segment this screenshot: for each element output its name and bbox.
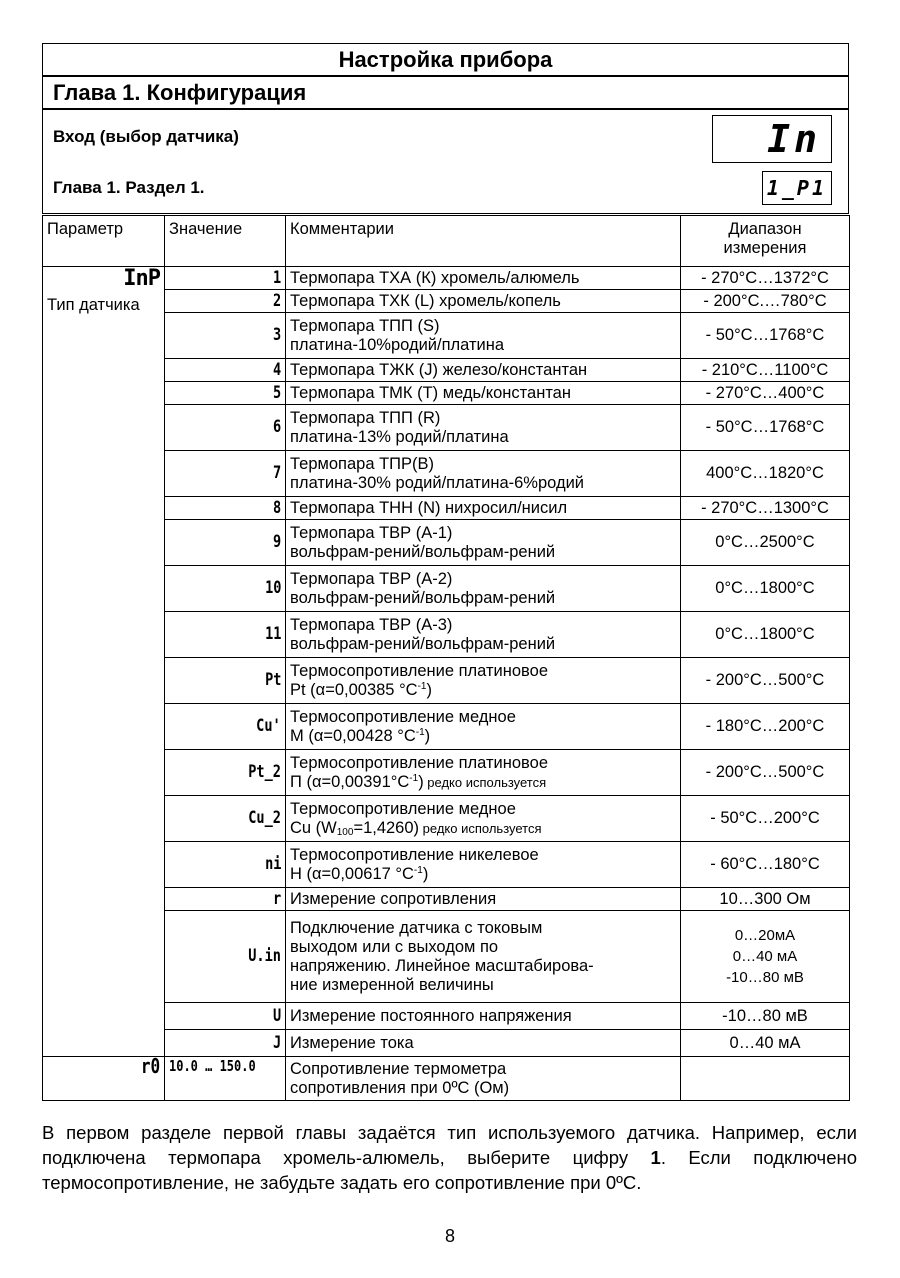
table-row — [43, 290, 850, 313]
value-cell — [165, 1030, 286, 1057]
section-header — [42, 109, 849, 214]
value-code: 7 — [272, 463, 281, 483]
range-text: 400°С…1820°С — [706, 464, 824, 482]
param-label: Тип датчика — [47, 296, 140, 314]
header-param: Параметр — [43, 216, 165, 267]
comment-cell — [286, 658, 681, 704]
table-row — [43, 658, 850, 704]
comment-text: Термосопротивление платиновое — [290, 661, 548, 680]
table-row — [43, 497, 850, 520]
comment-cell — [286, 359, 681, 382]
comment-line — [290, 819, 676, 838]
comment-text: Cu (W — [290, 818, 337, 837]
value-code: Pt — [264, 670, 281, 690]
comment-text: =1,4260) — [353, 818, 420, 837]
param-code-r0: r0 — [140, 1054, 160, 1078]
value-cell — [165, 612, 286, 658]
range-cell — [681, 842, 850, 888]
value-code: 5 — [272, 382, 281, 403]
comment-text: Термосопротивление платиновое — [290, 753, 548, 772]
comment-text: Термопара ТНН (N) нихросил/нисил — [290, 498, 568, 517]
table-row — [43, 888, 850, 911]
range-text: - 200°С…500°С — [705, 671, 825, 689]
value-code: 10 — [264, 578, 281, 598]
value-code: Cu_2 — [248, 808, 281, 828]
comment-cell — [286, 842, 681, 888]
range-cell — [681, 313, 850, 359]
footer-paragraph — [42, 1120, 857, 1195]
table-row — [43, 566, 850, 612]
range-text: 0°С…1800°С — [715, 625, 815, 643]
value-code: 6 — [272, 417, 281, 437]
range-text: - 270°С…400°С — [705, 383, 825, 402]
comment-text: Термопара ТПР(В) — [290, 454, 435, 473]
range-cell — [681, 359, 850, 382]
header-comment: Комментарии — [286, 216, 681, 267]
comment-text: М (α=0,00428 °С — [290, 726, 416, 745]
value-code: Cu' — [256, 716, 281, 736]
footer-text-2: . Если подключено термосопротивление, не забудьте задать его сопротивление при 0ºС. — [42, 1147, 857, 1193]
table-row — [43, 520, 850, 566]
value-cell — [165, 405, 286, 451]
comment-text: сопротивления при 0ºС (Ом) — [290, 1078, 510, 1097]
comment-cell — [286, 704, 681, 750]
comment-text: редко используется — [419, 820, 542, 836]
comment-cell — [286, 888, 681, 911]
range-text: - 210°С…1100°С — [701, 360, 829, 379]
comment-cell — [286, 566, 681, 612]
comment-cell — [286, 1030, 681, 1057]
comment-text: Термопара ТЖК (J) железо/константан — [290, 360, 588, 379]
comment-text: платина-13% родий/платина — [290, 427, 509, 446]
display-main: In — [712, 115, 832, 163]
value-code: 11 — [264, 624, 281, 644]
range-text: -10…80 мВ — [726, 969, 804, 986]
comment-text: Термосопротивление никелевое — [290, 845, 539, 864]
table-row-r0 — [43, 1057, 850, 1101]
value-code: U.in — [248, 946, 281, 966]
table-row — [43, 842, 850, 888]
value-cell — [165, 796, 286, 842]
comment-cell — [286, 612, 681, 658]
range-text: 0°С…2500°С — [715, 533, 815, 551]
range-text: - 50°С…200°С — [710, 809, 820, 827]
table-row — [43, 704, 850, 750]
range-cell — [681, 796, 850, 842]
comment-cell — [286, 1057, 681, 1101]
param-code-r0-cell — [43, 1054, 165, 1101]
comment-line — [290, 681, 676, 700]
range-cell — [681, 497, 850, 520]
comment-text: Термопара ТХК (L) хромель/копель — [290, 291, 561, 310]
table-row — [43, 796, 850, 842]
value-code: 9 — [272, 532, 281, 552]
value-cell — [165, 497, 286, 520]
value-cell — [165, 566, 286, 612]
table-row — [43, 451, 850, 497]
comment-text: Подключение датчика с токовым — [290, 918, 543, 937]
range-cell — [681, 1030, 850, 1057]
comment-line — [290, 865, 676, 884]
comment-text: вольфрам-рений/вольфрам-рений — [290, 634, 556, 653]
comment-text: ) — [424, 726, 431, 745]
comment-cell — [286, 405, 681, 451]
chapter-title: Глава 1. Конфигурация — [42, 76, 849, 109]
comment-cell — [286, 290, 681, 313]
value-code: r — [272, 888, 281, 909]
range-text: - 50°С…1768°С — [705, 326, 825, 344]
range-cell — [681, 612, 850, 658]
range-text: - 200°С…500°С — [705, 763, 825, 781]
value-cell — [165, 658, 286, 704]
page-title: Настройка прибора — [42, 43, 849, 76]
value-code: J — [272, 1032, 281, 1053]
value-cell — [165, 911, 286, 1003]
comment-text: -1 — [409, 772, 419, 784]
comment-cell — [286, 750, 681, 796]
range-cell — [681, 451, 850, 497]
range-text: 10…300 Ом — [719, 889, 811, 908]
comment-cell — [286, 313, 681, 359]
range-text: -10…80 мВ — [722, 1006, 808, 1025]
value-cell — [165, 290, 286, 313]
value-cell — [165, 382, 286, 405]
range-text: 0…20мА — [734, 927, 796, 944]
section-sublabel: Глава 1. Раздел 1. — [53, 178, 205, 197]
value-range-r0: 10.0 … 150.0 — [169, 1057, 256, 1075]
table-row — [43, 359, 850, 382]
param-code: InP — [123, 266, 160, 291]
range-cell-empty — [681, 1057, 850, 1101]
comment-text: платина-30% родий/платина-6%родий — [290, 473, 585, 492]
value-code: 8 — [272, 497, 281, 518]
range-cell — [681, 405, 850, 451]
range-text: - 270°С…1372°С — [701, 268, 829, 287]
comment-text: Измерение постоянного напряжения — [290, 1006, 572, 1025]
comment-text: ) — [426, 680, 432, 699]
comment-text: редко используется — [423, 774, 547, 790]
value-cell — [165, 750, 286, 796]
comment-text: платина-10%родий/платина — [290, 335, 505, 354]
range-cell — [681, 658, 850, 704]
comment-text: ) — [422, 864, 429, 883]
value-cell — [165, 888, 286, 911]
value-code: ni — [264, 854, 281, 874]
comment-text: 100 — [336, 826, 354, 838]
comment-text: Термопара ТПП (R) — [290, 408, 441, 427]
value-cell — [165, 1003, 286, 1030]
comment-text: Сопротивление термометра — [290, 1059, 507, 1078]
comment-cell — [286, 451, 681, 497]
comment-text: П (α=0,00391°С — [290, 772, 410, 791]
footer-text-1: В первом разделе первой главы задаётся тип используемого датчика. Например, если подключена термопара хромель-алюмель, выберите цифру — [42, 1122, 857, 1168]
value-code: 1 — [272, 267, 281, 288]
value-cell — [165, 520, 286, 566]
value-cell — [165, 704, 286, 750]
value-code: 4 — [272, 359, 281, 380]
range-cell — [681, 750, 850, 796]
comment-text: -1 — [417, 680, 427, 692]
comment-text: Термопара ТМК (Т) медь/константан — [290, 383, 571, 402]
table-row — [43, 382, 850, 405]
table-row — [43, 267, 850, 290]
value-code: 2 — [272, 290, 281, 311]
comment-text: Термопара ТВР (А-2) — [290, 569, 453, 588]
range-text: 0…40 мА — [732, 948, 798, 965]
comment-line — [290, 727, 676, 746]
range-cell — [681, 888, 850, 911]
range-cell — [681, 382, 850, 405]
comment-text: напряжению. Линейное масштабирова- — [290, 956, 594, 975]
range-text: - 60°С…180°С — [710, 855, 820, 873]
comment-text: ние измеренной величины — [290, 975, 494, 994]
value-cell — [165, 267, 286, 290]
range-cell — [681, 1003, 850, 1030]
comment-text: Н (α=0,00617 °С — [290, 864, 414, 883]
value-cell — [165, 313, 286, 359]
table-row — [43, 612, 850, 658]
range-cell — [681, 290, 850, 313]
table-row — [43, 750, 850, 796]
range-cell — [681, 267, 850, 290]
section-label: Вход (выбор датчика) — [53, 127, 239, 146]
value-code: Pt_2 — [248, 762, 281, 782]
page-number: 8 — [444, 1226, 455, 1246]
comment-text: -1 — [415, 726, 425, 738]
value-cell — [165, 359, 286, 382]
value-cell — [165, 842, 286, 888]
range-text: - 270°С…1300°С — [701, 498, 829, 517]
comment-text: Термопара ТПП (S) — [290, 316, 440, 335]
comment-text: вольфрам-рений/вольфрам-рений — [290, 542, 556, 561]
comment-cell — [286, 1003, 681, 1030]
comment-cell — [286, 382, 681, 405]
value-code: U — [272, 1005, 281, 1026]
range-cell — [681, 566, 850, 612]
comment-cell — [286, 520, 681, 566]
comment-text: Термосопротивление медное — [290, 799, 516, 818]
comment-text: ) — [418, 772, 424, 791]
comment-cell — [286, 497, 681, 520]
param-cell — [43, 267, 165, 1057]
range-text: - 50°С…1768°С — [705, 418, 825, 436]
comment-text: Измерение тока — [290, 1033, 414, 1052]
header-value: Значение — [165, 216, 286, 267]
table-row — [43, 911, 850, 1003]
range-cell — [681, 911, 850, 1003]
comment-line — [290, 773, 676, 792]
table-row — [43, 1003, 850, 1030]
range-text: - 180°С…200°С — [705, 717, 825, 735]
comment-text: Термопара ТВР (А-3) — [290, 615, 453, 634]
value-code: 3 — [272, 325, 281, 345]
value-range-r0-cell — [165, 1057, 286, 1101]
comment-text: Pt (α=0,00385 °С — [290, 680, 418, 699]
comment-cell — [286, 267, 681, 290]
range-text: 0…40 мА — [729, 1033, 801, 1052]
value-cell — [165, 451, 286, 497]
comment-cell — [286, 796, 681, 842]
table-row — [43, 405, 850, 451]
comment-text: Термопара ТВР (А-1) — [290, 523, 453, 542]
table-row — [43, 1030, 850, 1057]
comment-text: Термосопротивление медное — [290, 707, 516, 726]
range-cell — [681, 704, 850, 750]
footer-bold: 1 — [650, 1147, 661, 1168]
header-range: Диапазон измерения — [681, 216, 850, 267]
range-text: 0°С…1800°С — [715, 579, 815, 597]
range-cell — [681, 520, 850, 566]
comment-text: Термопара ТХА (К) хромель/алюмель — [290, 268, 580, 287]
table-row — [43, 313, 850, 359]
display-section: 1_P1 — [762, 171, 832, 205]
comment-text: вольфрам-рений/вольфрам-рений — [290, 588, 556, 607]
parameter-table — [42, 215, 850, 1101]
comment-text: -1 — [413, 864, 423, 876]
range-text: - 200°С.…780°С — [703, 291, 827, 310]
comment-text: Измерение сопротивления — [290, 889, 497, 908]
comment-cell — [286, 911, 681, 1003]
comment-text: выходом или с выходом по — [290, 937, 499, 956]
